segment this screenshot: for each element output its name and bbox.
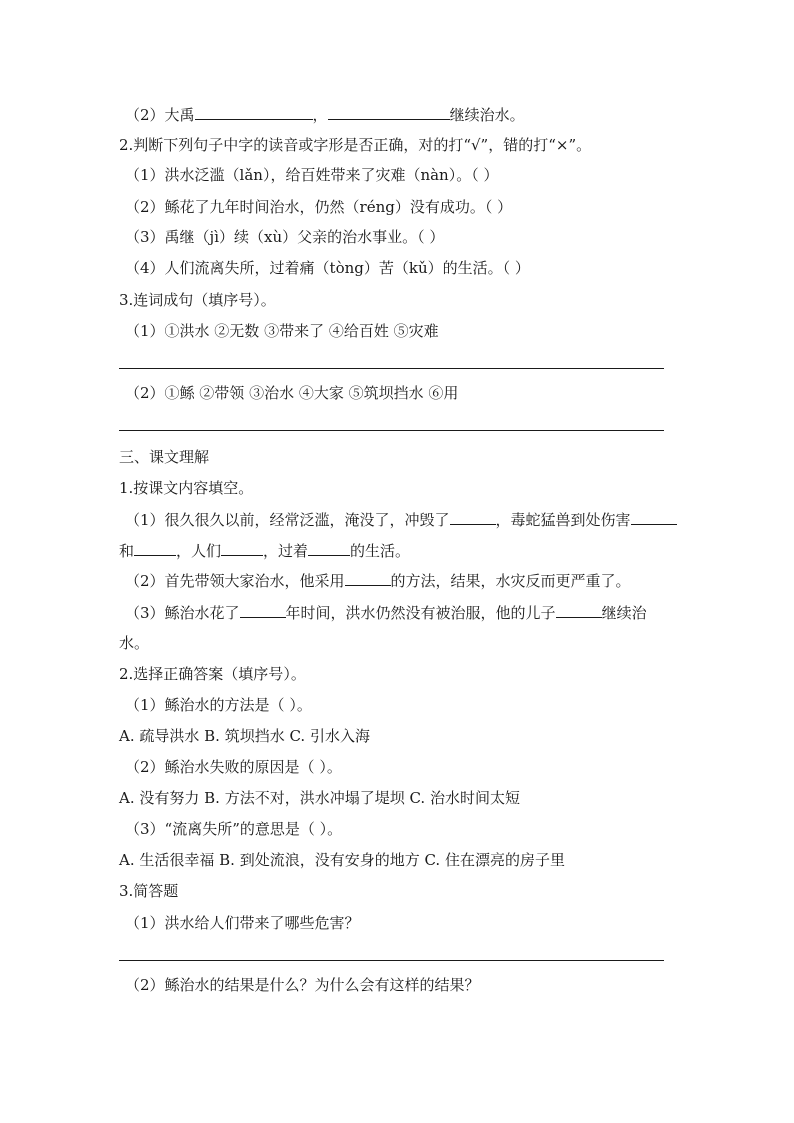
fill-item-1 <box>125 509 677 530</box>
answer-blank[interactable] <box>450 509 496 525</box>
answer-blank[interactable] <box>631 509 677 525</box>
judge-item-4[interactable]: （4）人们流离失所，过着痛（tòng）苦（kǔ）的生活。（ ） <box>125 259 530 277</box>
choice-question-title: 2.选择正确答案（填序号）。 <box>119 665 306 683</box>
question-2-line <box>125 104 525 125</box>
short-item-1: （1）洪水给人们带来了哪些危害？ <box>125 914 360 932</box>
answer-blank[interactable] <box>195 104 313 120</box>
choice-options-3: A. 生活很幸福 B. 到处流浪，没有安身的地方 C. 住在漂亮的房子里 <box>119 851 565 869</box>
question-text: （1）很久很久以前，经常泛滥，淹没了，冲毁了 <box>125 511 450 529</box>
choice-options-1: A. 疏导洪水 B. 筑坝挡水 C. 引水入海 <box>119 727 370 745</box>
sentence-item-1: （1）①洪水 ②无数 ③带来了 ④给百姓 ⑤灾难 <box>125 322 439 340</box>
judge-item-1[interactable]: （1）洪水泛滥（lǎn），给百姓带来了灾难（nàn）。（ ） <box>125 166 499 184</box>
fill-question-title: 1.按课文内容填空。 <box>119 479 254 497</box>
question-text: （3）鲧治水花了 <box>125 604 240 622</box>
question-text: 继续治水。 <box>449 106 525 124</box>
answer-blank[interactable] <box>345 570 391 586</box>
question-text: 和 <box>119 542 135 560</box>
fill-item-1-cont <box>119 540 410 561</box>
choice-item-3[interactable]: （3）“流离失所”的意思是（ ）。 <box>125 820 343 838</box>
question-text: （2）大禹 <box>125 106 195 124</box>
question-text: （2）首先带领大家治水，他采用 <box>125 572 345 590</box>
answer-blank[interactable] <box>556 602 602 618</box>
choice-options-2: A. 没有努力 B. 方法不对，洪水冲塌了堤坝 C. 治水时间太短 <box>119 789 520 807</box>
answer-blank[interactable] <box>221 540 263 556</box>
sentence-item-2: （2）①鲧 ②带领 ③治水 ④大家 ⑤筑坝挡水 ⑥用 <box>125 384 459 402</box>
judge-item-2[interactable]: （2）鲧花了九年时间治水，仍然（réng）没有成功。（ ） <box>125 198 513 216</box>
question-text: ，毒蛇猛兽到处伤害 <box>495 511 631 529</box>
question-text: ，人们 <box>176 542 222 560</box>
question-text: ，过着 <box>263 542 309 560</box>
choice-item-1[interactable]: （1）鲧治水的方法是（ ）。 <box>125 696 312 714</box>
sentence-question-title: 3.连词成句（填序号）。 <box>119 291 276 309</box>
question-text: 年时间，洪水仍然没有被治服，他的儿子 <box>285 604 556 622</box>
fill-item-3-cont: 水。 <box>119 634 150 652</box>
answer-line[interactable] <box>119 960 664 961</box>
short-question-title: 3.简答题 <box>119 882 179 900</box>
judge-question-title: 2.判断下列句子中字的读音或字形是否正确，对的打“√”，错的打“×”。 <box>119 136 592 154</box>
question-text: 的方法，结果，水灾反而更严重了。 <box>390 572 631 590</box>
judge-item-3[interactable]: （3）禹继（jì）续（xù）父亲的治水事业。（ ） <box>125 228 445 246</box>
question-text: 的生活。 <box>350 542 411 560</box>
choice-item-2[interactable]: （2）鲧治水失败的原因是（ ）。 <box>125 758 342 776</box>
answer-blank[interactable] <box>308 540 350 556</box>
fill-item-3 <box>125 602 647 623</box>
answer-line[interactable] <box>119 430 664 431</box>
question-text: 继续治 <box>601 604 647 622</box>
answer-line[interactable] <box>119 368 664 369</box>
answer-blank[interactable] <box>328 104 450 120</box>
section-heading: 三、课文理解 <box>119 448 210 466</box>
short-item-2: （2）鲧治水的结果是什么？为什么会有这样的结果？ <box>125 976 480 994</box>
fill-item-2 <box>125 570 631 591</box>
answer-blank[interactable] <box>134 540 176 556</box>
answer-blank[interactable] <box>240 602 286 618</box>
question-text: ， <box>312 106 328 124</box>
